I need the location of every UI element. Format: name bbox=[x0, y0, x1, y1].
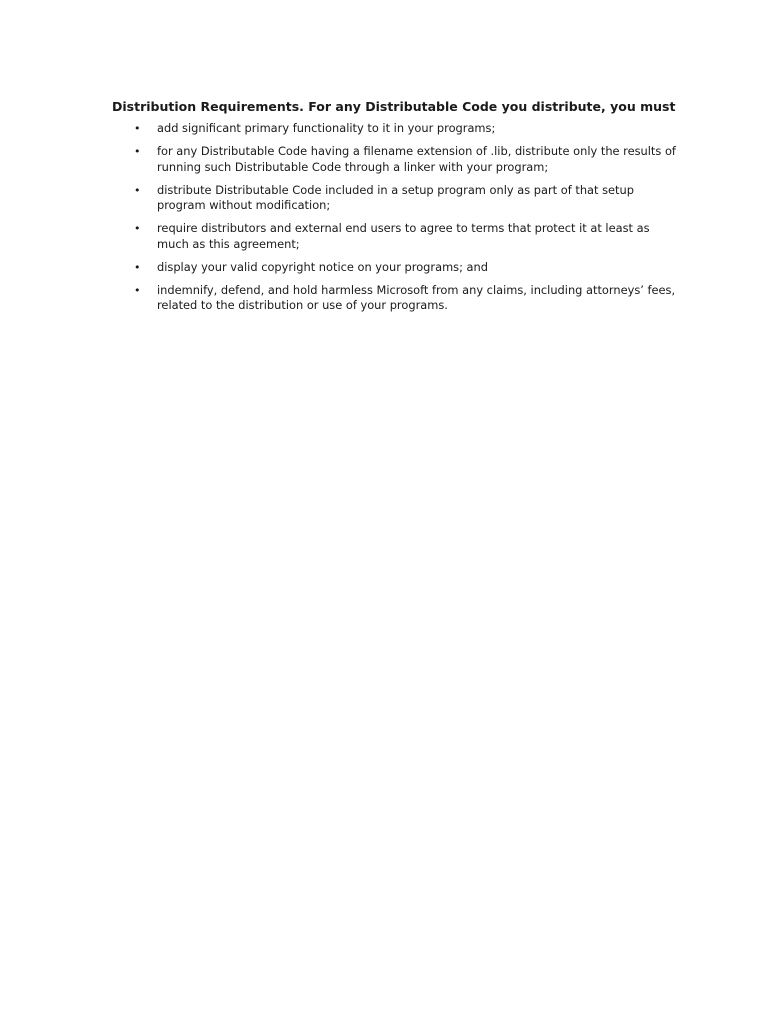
list-item-text: distribute Distributable Code included in a setup program only as part of that setup program without modification; bbox=[157, 182, 634, 212]
list-item-text: require distributors and external end users to agree to terms that protect it at least as much as this agreement; bbox=[157, 221, 650, 251]
list-item-text: add significant primary functionality to it in your programs; bbox=[157, 121, 496, 135]
bullet-icon: • bbox=[134, 260, 141, 274]
section-heading: Distribution Requirements. For any Distributable Code you distribute, you must bbox=[112, 99, 676, 114]
bullet-icon: • bbox=[134, 283, 141, 297]
list-item bbox=[112, 183, 682, 214]
list-item-text: display your valid copyright notice on your programs; and bbox=[157, 259, 488, 274]
bullet-icon: • bbox=[134, 183, 141, 197]
requirements-list bbox=[112, 121, 682, 314]
list-item-text: indemnify, defend, and hold harmless Microsoft from any claims, including attorneys’ fees, related to the distribution or use of your programs. bbox=[157, 282, 676, 312]
list-item bbox=[112, 144, 682, 175]
list-item bbox=[112, 283, 682, 314]
list-item bbox=[112, 121, 682, 137]
list-item-text: for any Distributable Code having a filename extension of .lib, distribute only the results of running such Distributable Code through a linker with your program; bbox=[157, 144, 676, 174]
bullet-icon: • bbox=[134, 222, 141, 235]
bullet-icon: • bbox=[134, 145, 141, 158]
document-content bbox=[112, 99, 682, 321]
bullet-icon: • bbox=[134, 122, 141, 135]
list-item bbox=[112, 260, 682, 276]
list-item bbox=[112, 221, 682, 252]
